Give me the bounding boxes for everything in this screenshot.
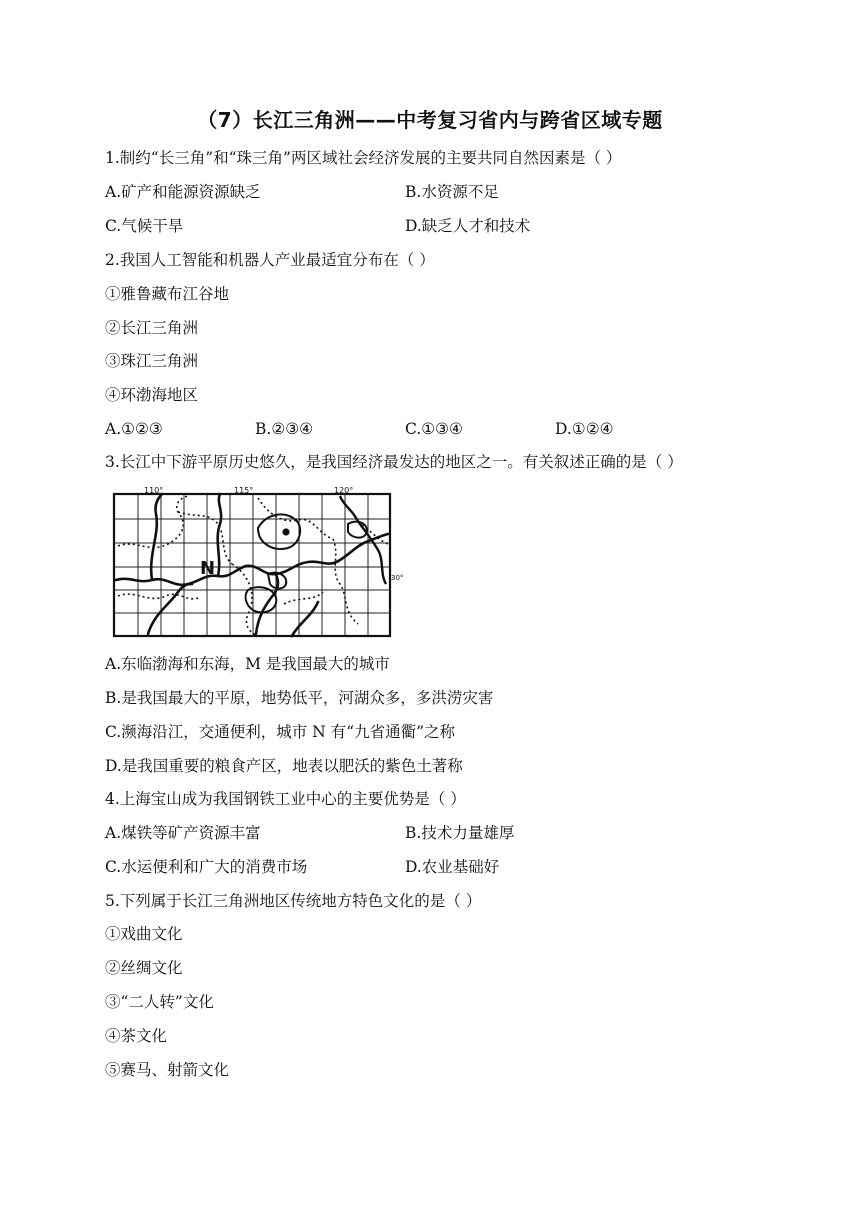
page-title: （7）长江三角洲——中考复习省内与跨省区域专题	[197, 108, 663, 132]
question-4-option-a: A.煤铁等矿产资源丰富	[105, 824, 261, 842]
question-2-option-c: C.①③④	[405, 420, 463, 438]
map-lon-label-120: 120°	[334, 486, 354, 495]
yangtze-region-map	[108, 484, 404, 640]
question-2-option-b: B.②③④	[255, 420, 314, 438]
question-3-option-d: D.是我国重要的粮食产区，地表以肥沃的紫色土著称	[105, 757, 463, 775]
question-2-item-3: ③珠江三角洲	[105, 352, 199, 370]
map-lon-label-115: 115°	[234, 486, 254, 495]
question-4-stem: 4.上海宝山成为我国钢铁工业中心的主要优势是（ ）	[105, 790, 466, 808]
question-1-option-a: A.矿产和能源资源缺乏	[105, 183, 261, 201]
question-4-option-d: D.农业基础好	[405, 858, 500, 876]
map-coastline	[340, 496, 386, 584]
question-5-item-4: ④茶文化	[105, 1027, 168, 1045]
question-4-option-b: B.技术力量雄厚	[405, 824, 515, 842]
map-rivers	[116, 494, 388, 636]
question-2-option-a: A.①②③	[105, 420, 163, 438]
question-5-item-2: ②丝绸文化	[105, 959, 183, 977]
map-lon-label-110: 110°	[144, 486, 164, 495]
question-2-option-d: D.①②④	[555, 420, 614, 438]
question-5-item-1: ①戏曲文化	[105, 925, 183, 943]
question-4-option-c: C.水运便利和广大的消费市场	[105, 858, 308, 876]
map-city-dot	[282, 528, 289, 535]
question-1-option-b: B.水资源不足	[405, 183, 499, 201]
question-3-option-b: B.是我国最大的平原，地势低平，河湖众多，多洪涝灾害	[105, 689, 494, 707]
question-2-item-1: ①雅鲁藏布江谷地	[105, 285, 230, 303]
map-city-n-label: N	[200, 558, 216, 579]
question-2-item-4: ④环渤海地区	[105, 386, 199, 404]
question-3-option-a: A.东临渤海和东海，M 是我国最大的城市	[105, 655, 390, 673]
question-1-option-d: D.缺乏人才和技术	[405, 217, 531, 235]
question-2-stem: 2.我国人工智能和机器人产业最适宜分布在（ ）	[105, 251, 435, 269]
question-1-option-c: C.气候干旱	[105, 217, 184, 235]
question-3-stem: 3.长江中下游平原历史悠久，是我国经济最发达的地区之一。有关叙述正确的是（ ）	[105, 453, 683, 471]
question-2-item-2: ②长江三角洲	[105, 319, 199, 337]
question-5-item-3: ③“二人转”文化	[105, 993, 214, 1011]
question-3-option-c: C.濒海沿江，交通便利，城市 N 有“九省通衢”之称	[105, 723, 456, 741]
question-5-item-5: ⑤赛马、射箭文化	[105, 1061, 230, 1079]
question-5-stem: 5.下列属于长江三角洲地区传统地方特色文化的是（ ）	[105, 892, 482, 910]
map-lat-label-30: 30°	[391, 574, 404, 582]
question-1-stem: 1.制约“长三角”和“珠三角”两区域社会经济发展的主要共同自然因素是（ ）	[105, 149, 622, 167]
